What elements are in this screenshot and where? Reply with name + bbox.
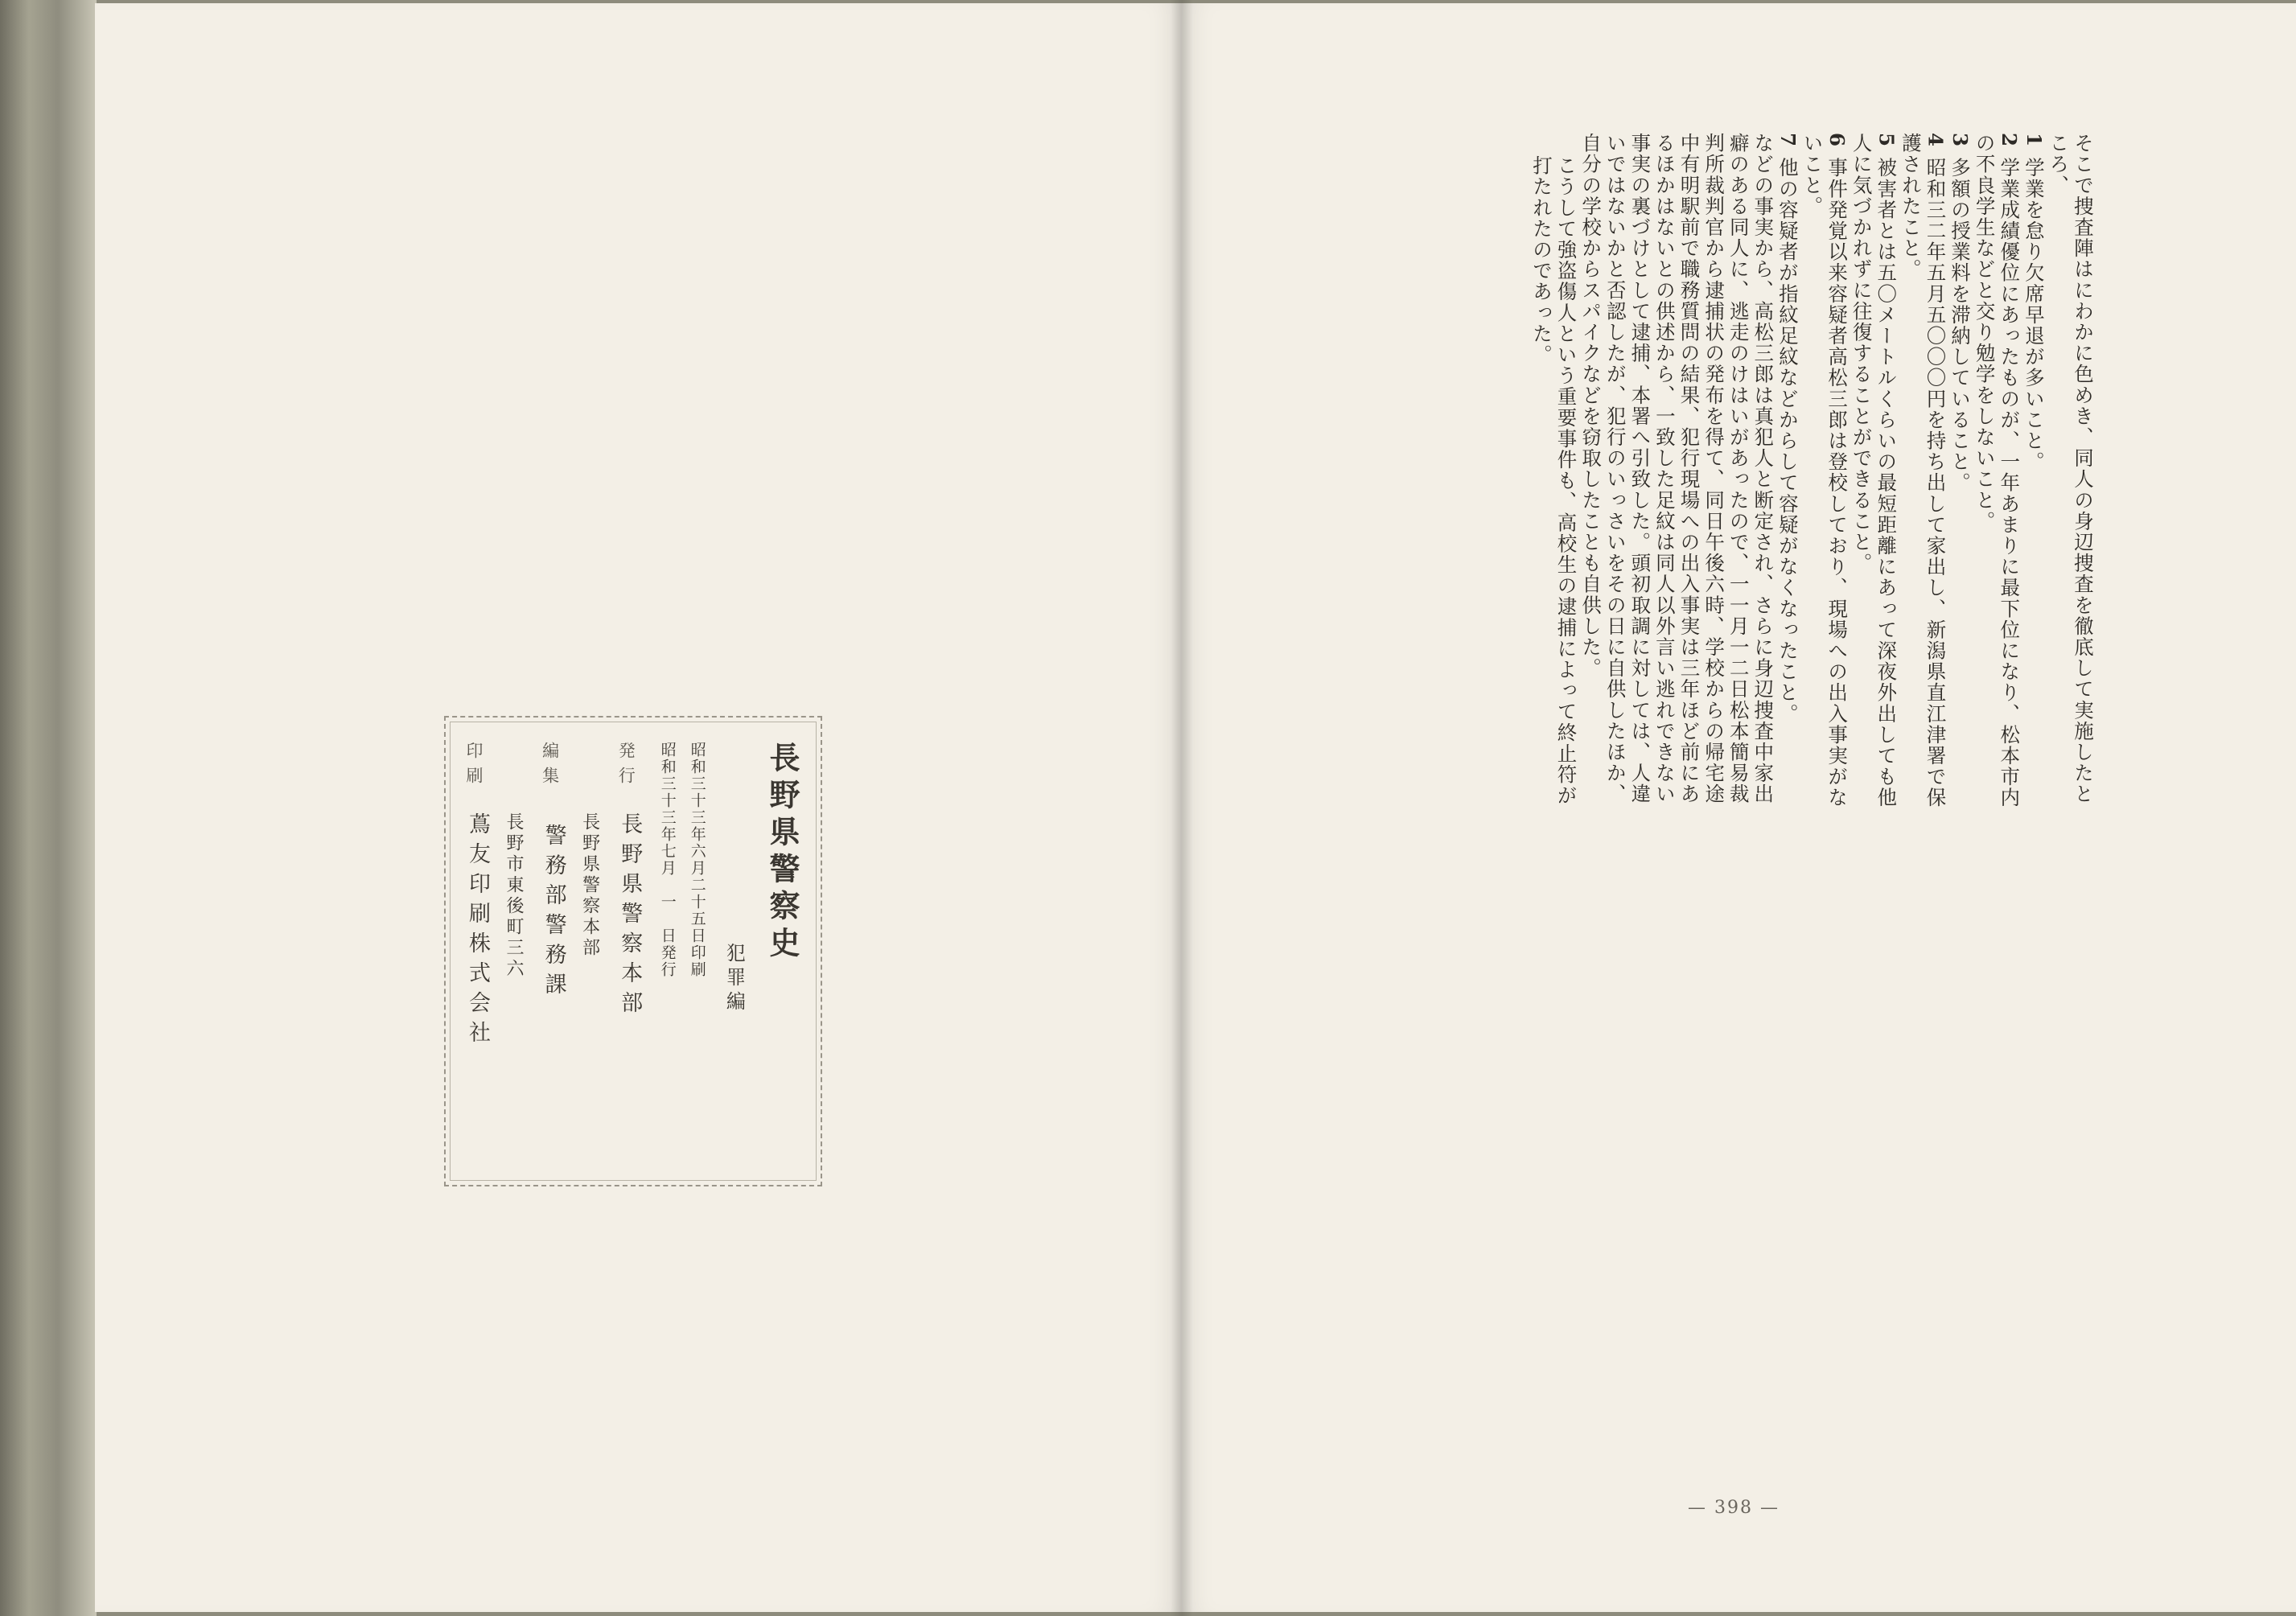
- item-text: 事件発覚以来容疑者高松三郎は登校しており、現場への出入事実がないこと。: [1800, 133, 1850, 808]
- editor-org: 長野県警察本部: [579, 812, 600, 959]
- printer-values: [462, 812, 526, 1051]
- body-paragraph-2: こうして強盗傷人という重要事件も、高校生の逮捕によって終止符が打たれたのであった。: [1529, 155, 1578, 807]
- list-item: [1775, 133, 1800, 824]
- book-subtitle: 犯罪編: [722, 943, 746, 1015]
- print-date: 昭和三十三年六月二十五日印刷: [688, 742, 706, 978]
- item-number: 6: [1825, 133, 1850, 148]
- colophon-title-group: [760, 742, 804, 1161]
- list-item: [1800, 133, 1849, 824]
- book-gutter: [1171, 0, 1193, 1616]
- page-number: — 398 —: [1688, 1498, 1780, 1518]
- item-number: 3: [1948, 133, 1973, 148]
- editor-group: [538, 742, 603, 1161]
- item-number: 4: [1924, 133, 1948, 148]
- book-cover-edge: [0, 0, 97, 1616]
- item-text: 多額の授業料を滞納していること。: [1948, 157, 1973, 494]
- list-item: [1898, 133, 1947, 824]
- item-text: 被害者とは五〇メートルくらいの最短距離にあって深夜外出しても他人に気づかれずに往復することができること。: [1850, 133, 1899, 808]
- editor-label: 編集: [540, 742, 560, 792]
- body-text: [1529, 133, 2095, 824]
- publisher-label: 発行: [616, 742, 636, 792]
- publisher-group: [614, 742, 645, 1161]
- book-title: 長野県警察史: [763, 742, 800, 964]
- list-item: [1972, 133, 2021, 824]
- item-number: 7: [1775, 133, 1800, 148]
- item-number: 2: [1998, 133, 2022, 148]
- item-text: 他の容疑者が指紋足紋などからして容疑がなくなったこと。: [1775, 157, 1800, 725]
- publish-date: 昭和三十三年七月 一 日発行: [658, 742, 677, 978]
- list-item: [1947, 133, 1972, 824]
- body-paragraph-1: などの事実から、高松三郎は真犯人と断定され、さらに身辺捜査中家出癖のある同人に、逃走のけはいがあったので、一一月一二日松本簡易裁判所裁判官から逮捕状の発布を得て、同日午後六時、学校からの帰宅途中有明駅前で職務質問の結果、犯行現場への出入事実は三年ほど前にあるほかはないとの供述から、一致した足紋は同人以外言い逃れできない事実の裏づけとして逮捕、本署へ引致した。頭初取調に対しては、人違いではないかと否認したが、犯行のいっさいをその日に自供したほか、自分の学校からスパイクなどを窃取したことも自供した。: [1579, 133, 1775, 805]
- list-item: [2021, 133, 2046, 824]
- item-number: 1: [2022, 133, 2046, 148]
- editor-values: [538, 812, 603, 1002]
- dates-group: [657, 742, 709, 1161]
- publisher-name: 長野県警察本部: [617, 812, 643, 1021]
- item-number: 5: [1874, 133, 1899, 148]
- item-text: 学業を怠り欠席早退が多いこと。: [2022, 157, 2046, 473]
- intro-paragraph: そこで捜査陣はにわかに色めき、同人の身辺捜査を徹底して実施したところ、: [2047, 133, 2095, 805]
- printer-group: [462, 742, 526, 1161]
- printer-label: 印刷: [464, 742, 483, 792]
- item-text: 学業成績優位にあったものが、一年あまりに最下位になり、松本市内の不良学生などと交り勉学をしないこと。: [1973, 133, 2022, 808]
- editor-dept: 警務部警務課: [541, 824, 566, 1002]
- printer-name: 蔦友印刷株式会社: [465, 812, 490, 1051]
- item-text: 昭和三二年五月五〇〇〇円を持ち出して家出し、新潟県直江津署で保護されたこと。: [1899, 133, 1948, 808]
- printer-address: 長野市東後町三六: [504, 812, 524, 980]
- colophon-box: [444, 716, 822, 1186]
- list-item: [1849, 133, 1898, 824]
